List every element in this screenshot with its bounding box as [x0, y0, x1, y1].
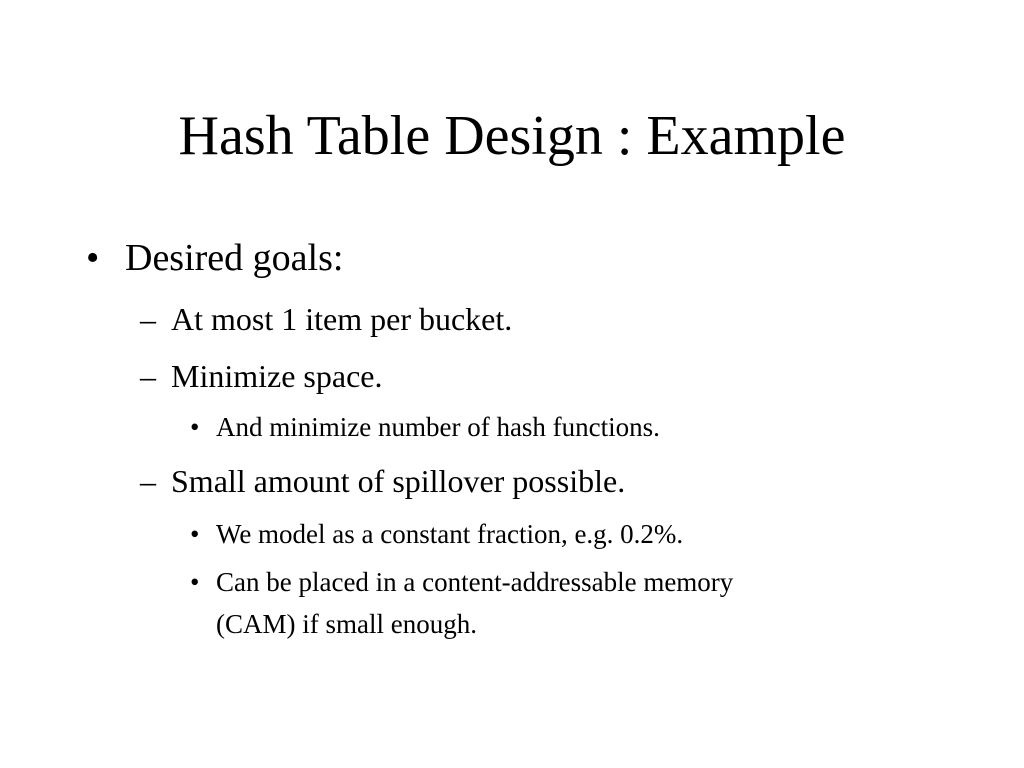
- dash-marker: –: [140, 301, 156, 337]
- sub-sub-bullet-item: [0, 566, 1024, 598]
- sub-bullet-text: At most 1 item per bucket.: [171, 301, 513, 337]
- sub-sub-bullet-text: Can be placed in a content-addressable memory: [216, 567, 734, 597]
- sub-sub-bullet-text: And minimize number of hash functions.: [216, 412, 660, 442]
- bullet-marker: •: [86, 237, 100, 279]
- bullet-marker: •: [190, 412, 200, 442]
- sub-bullet-item: [0, 300, 1024, 338]
- sub-sub-bullet-text: We model as a constant fraction, e.g. 0.2%.: [216, 519, 684, 549]
- sub-bullet-item: [0, 462, 1024, 500]
- sub-bullet-item: [0, 357, 1024, 395]
- sub-bullet-text: Minimize space.: [171, 358, 383, 394]
- sub-sub-bullet-item: [0, 411, 1024, 443]
- slide-title: Hash Table Design : Example: [178, 105, 846, 167]
- sub-sub-bullet-continuation: [0, 608, 1024, 640]
- bullet-marker: •: [190, 567, 200, 597]
- sub-bullet-text: Small amount of spillover possible.: [171, 463, 626, 499]
- dash-marker: –: [140, 463, 156, 499]
- bullet-item: [0, 236, 1024, 280]
- bullet-marker: •: [190, 519, 200, 549]
- dash-marker: –: [140, 358, 156, 394]
- sub-sub-bullet-text: (CAM) if small enough.: [216, 609, 477, 639]
- sub-sub-bullet-item: [0, 518, 1024, 550]
- bullet-text: Desired goals:: [125, 237, 344, 279]
